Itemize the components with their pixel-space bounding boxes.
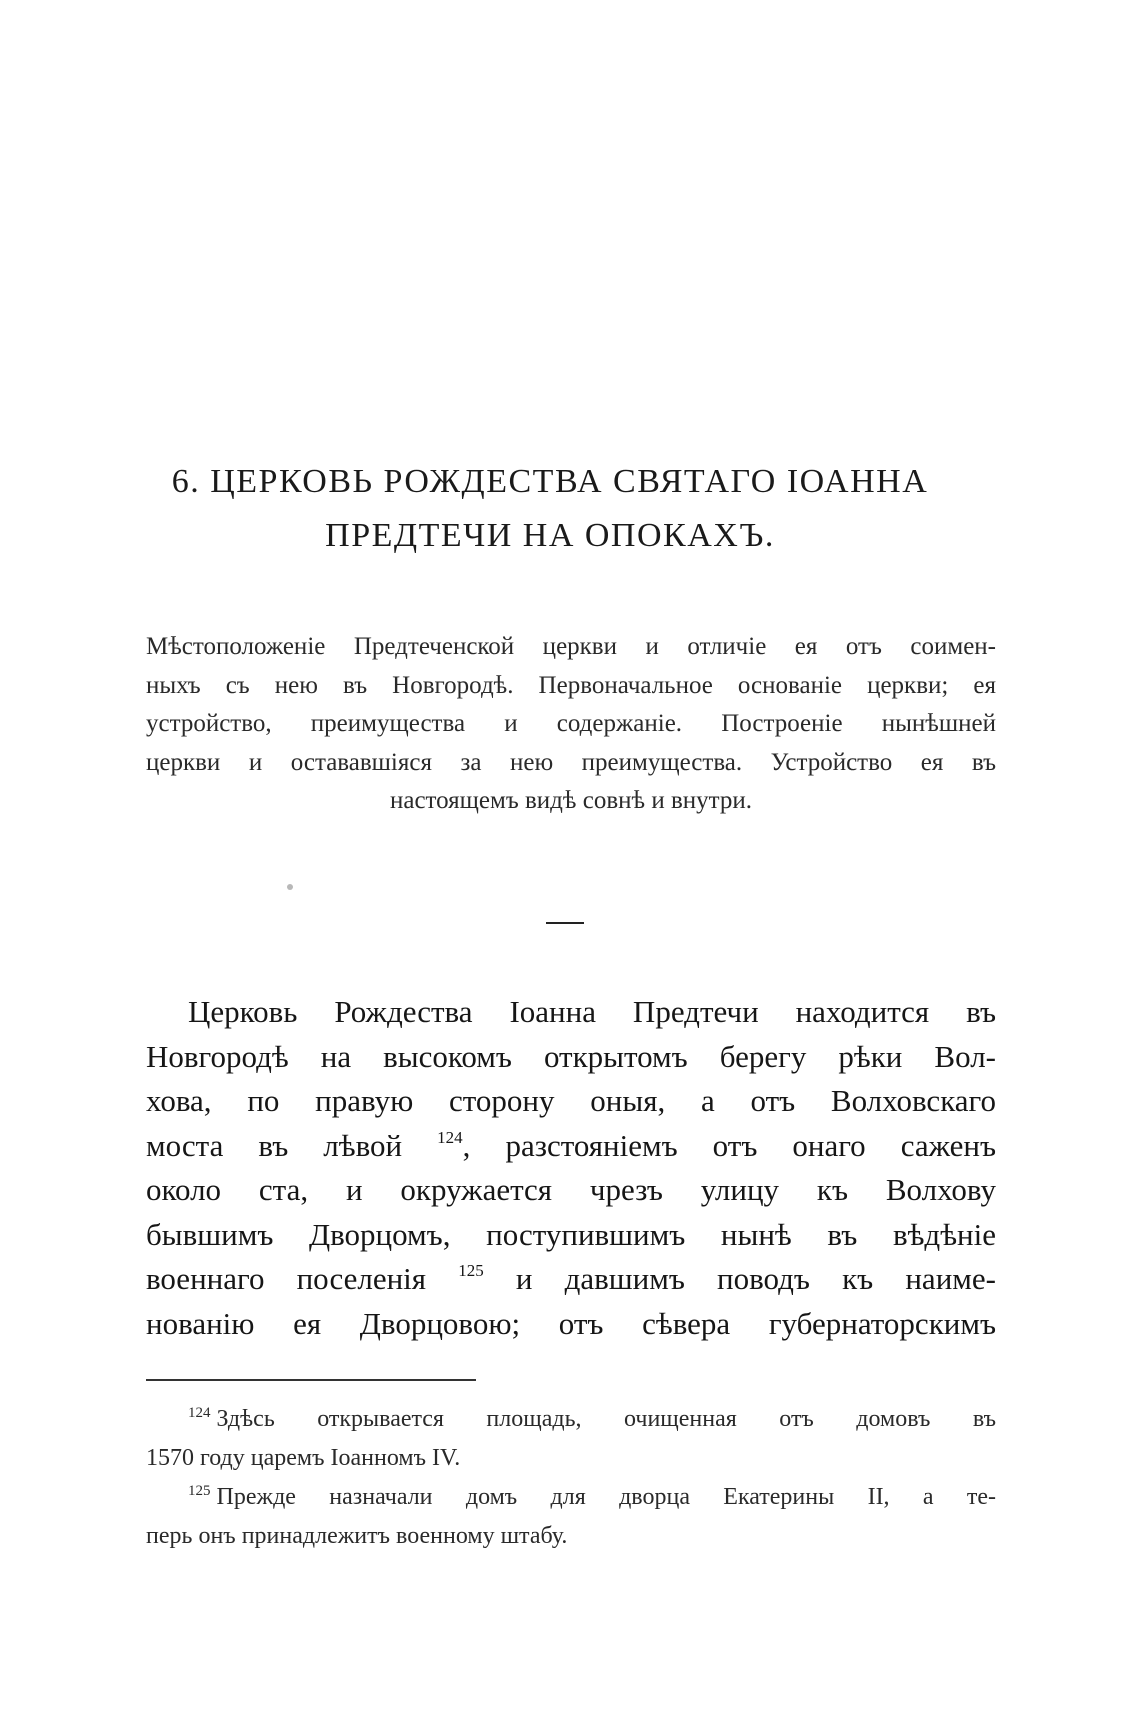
footnote-124 — [146, 1400, 996, 1478]
summary-line: Мѣстоположеніе Предтеченской церкви и отличіе ея отъ соимен- — [146, 633, 996, 660]
body-line: нованію ея Дворцовою; отъ сѣвера губернаторскимъ — [146, 1305, 996, 1341]
body-line: Церковь Рождества Іоанна Предтечи находится въ — [188, 994, 996, 1029]
body-text-segment: , разстояніемъ отъ онаго саженъ — [462, 1127, 996, 1163]
footnote-line — [146, 1478, 996, 1517]
summary-line: устройство, преимущества и содержаніе. Построеніе нынѣшней — [146, 710, 996, 737]
footnote-reference[interactable]: 125 — [458, 1261, 484, 1280]
footnotes — [146, 1400, 996, 1556]
footnote-line: перь онъ принадлежитъ военному штабу. — [146, 1523, 568, 1549]
body-line: около ста, и окружается чрезъ улицу къ Волхову — [146, 1172, 996, 1207]
chapter-title-line: ПРЕДТЕЧИ НА ОПОКАХЪ. — [325, 516, 775, 554]
footnote-125 — [146, 1478, 996, 1556]
footnote-reference[interactable]: 124 — [437, 1127, 463, 1147]
summary-line: ныхъ съ нею въ Новгородѣ. Первоначальное основаніе церкви; ея — [146, 671, 996, 699]
chapter-title — [120, 455, 980, 563]
body-text-segment: военнаго поселенія — [146, 1261, 459, 1296]
body-line: хова, по правую сторону оныя, а отъ Волховскаго — [146, 1083, 996, 1118]
footnote-text: Прежде назначали домъ для дворца Екатерины II, а те- — [216, 1484, 996, 1510]
footnote-line: 1570 году царемъ Іоанномъ IV. — [146, 1445, 461, 1471]
footnote-number: 124 — [188, 1405, 211, 1421]
section-separator-dash — [546, 922, 584, 924]
body-text-segment: и давшимъ поводъ къ наиме- — [483, 1261, 996, 1296]
summary-line: настоящемъ видѣ совнѣ и внутри. — [389, 787, 753, 814]
footnote-separator-rule — [146, 1379, 476, 1381]
footnote-number: 125 — [188, 1483, 211, 1499]
body-line: бывшимъ Дворцомъ, поступившимъ нынѣ въ вѣдѣніе — [146, 1216, 996, 1252]
body-paragraph — [146, 990, 996, 1346]
body-line — [146, 1124, 996, 1169]
footnote-text: Здѣсь открывается площадь, очищенная отъ домовъ въ — [216, 1406, 996, 1432]
body-line — [146, 1257, 996, 1302]
body-text-segment: моста въ лѣвой — [146, 1127, 438, 1163]
chapter-summary — [146, 628, 996, 821]
footnote-line — [146, 1400, 996, 1439]
summary-line: церкви и остававшіяся за нею преимущества. Устройство ея въ — [146, 748, 996, 776]
print-speck — [287, 884, 293, 890]
body-line: Новгородѣ на высокомъ открытомъ берегу рѣки Вол- — [146, 1038, 996, 1074]
chapter-title-line: 6. ЦЕРКОВЬ РОЖДЕСТВА СВЯТАГО ІОАННА — [171, 462, 929, 500]
